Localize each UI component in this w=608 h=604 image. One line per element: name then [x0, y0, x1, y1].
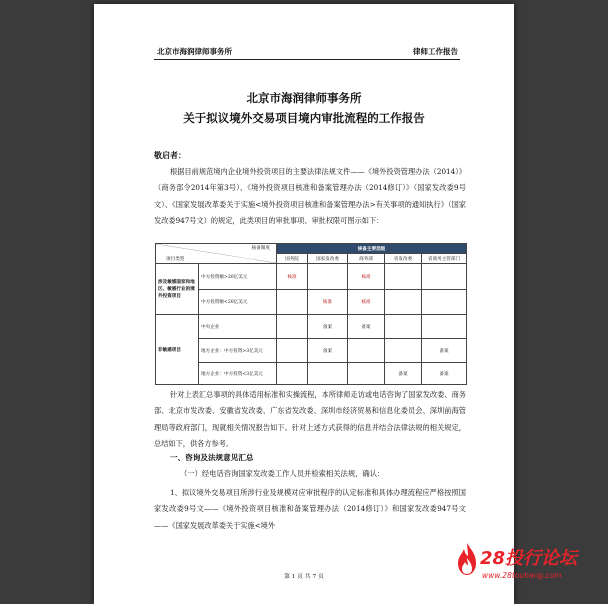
table-cell [422, 315, 467, 339]
table-cell [277, 290, 308, 315]
col-header: 国务院 [277, 254, 308, 264]
table-cell [308, 363, 348, 385]
table-cell: 核准 [308, 290, 348, 315]
table-cell [308, 264, 348, 290]
approval-table [155, 243, 467, 385]
table-cell [422, 290, 467, 315]
table-cell: 备案 [308, 339, 348, 363]
table-cell: 备案 [348, 315, 385, 339]
col-header: 商务部 [348, 254, 385, 264]
table-cell: 备案 [308, 315, 348, 339]
table-cell [385, 315, 422, 339]
table-row [156, 315, 467, 339]
paragraph-item-1: 1、拟议境外交易项目所涉行业及规模对应审批程序的认定标准和具体办理流程应严格按照国家发改委9号文——《境外投资项目核准和备案管理办法（2014修订）》和国家发改委947号文——《国家发展改革委关于实施<境外 [154, 488, 466, 530]
table-cell [348, 339, 385, 363]
col-header: 省商务主管部门 [422, 254, 467, 264]
table-cell [277, 339, 308, 363]
header-rule [154, 59, 460, 60]
table-cell [422, 264, 467, 290]
table-cell: 备案 [422, 339, 467, 363]
watermark [456, 542, 582, 588]
col-header: 国家发改委 [308, 254, 348, 264]
table-cell [385, 290, 422, 315]
table-cell [385, 339, 422, 363]
row-group-label: 涉及敏感国家和地区、敏感行业的境外投资项目 [156, 264, 199, 315]
table-row [156, 264, 467, 290]
table-cell: 核准 [348, 264, 385, 290]
intro-paragraph: 根据目前规范境内企业境外投资项目的主要法律法规文件——《境外投资管理办法（2014）》（商务部令2014年第3号）、《境外投资项目核准和备案管理办法（2014修订）》（国家发改委9号文）、《国家发展改革委关于实施<境外投资项目核准和备案管理办法>有关事项的通知执行》（国家发改委947号文）的规定，此类项目的审批事项、审批权限可图示如下： [154, 167, 466, 225]
group-header: 核备主要层级 [277, 244, 467, 254]
table-row [156, 290, 467, 315]
header-doc-type: 律师工作报告 [413, 47, 458, 56]
table-corner-header [156, 244, 277, 264]
title-report: 关于拟议境外交易项目境内审批流程的工作报告 [183, 111, 425, 125]
col-header: 省发改委 [385, 254, 422, 264]
header-firm-name: 北京市海润律师事务所 [157, 47, 232, 56]
watermark-brand: 28投行论坛 [480, 548, 578, 569]
row-type-label: 地方企业：中方投资>3亿美元 [199, 339, 277, 363]
paragraph-consultation: 针对上表汇总事项的具体适用标准和实操流程，本所律师走访或电话咨询了国家发改委、商务部、北京市发改委、安徽省发改委、广东省发改委、深圳市经济贸易和信息化委员会、深圳前海管理局等政府部门，现就相关情况报告如下。针对上述方式获得的信息并结合法律法规的相关规定，总结如下，供各方参考。 [154, 390, 466, 448]
table-cell [348, 363, 385, 385]
table-cell: 核准 [348, 290, 385, 315]
title-firm: 北京市海润律师事务所 [246, 91, 362, 105]
table-row [156, 363, 467, 385]
row-group-label: 非敏感项目 [156, 315, 199, 385]
section-heading: 一、咨询及法规意见汇总 [170, 453, 254, 462]
row-type-label: 中央企业 [199, 315, 277, 339]
subsection-heading: （一）经电话咨询国家发改委工作人员并检索相关法规，确认： [180, 469, 385, 478]
watermark-url: www.28touhang.com [482, 571, 562, 580]
page-number: 第 1 页 共 7 页 [284, 574, 324, 580]
corner-top-label: 核备制度 [251, 246, 270, 251]
table-cell [277, 363, 308, 385]
table-cell: 核准 [277, 264, 308, 290]
table-row [156, 339, 467, 363]
table-cell: 备案 [422, 363, 467, 385]
table-cell [277, 315, 308, 339]
table-cell: 备案 [385, 363, 422, 385]
row-type-label: 中方投资额>20亿美元 [199, 264, 277, 290]
row-type-label: 中方投资额<20亿美元 [199, 290, 277, 315]
table-cell [385, 264, 422, 290]
corner-bottom-label: 项目类型 [166, 257, 185, 262]
flame-icon [456, 542, 478, 576]
salutation: 敬启者： [154, 150, 186, 160]
document-page [94, 4, 514, 604]
row-type-label: 地方企业：中方投资<3亿美元 [199, 363, 277, 385]
